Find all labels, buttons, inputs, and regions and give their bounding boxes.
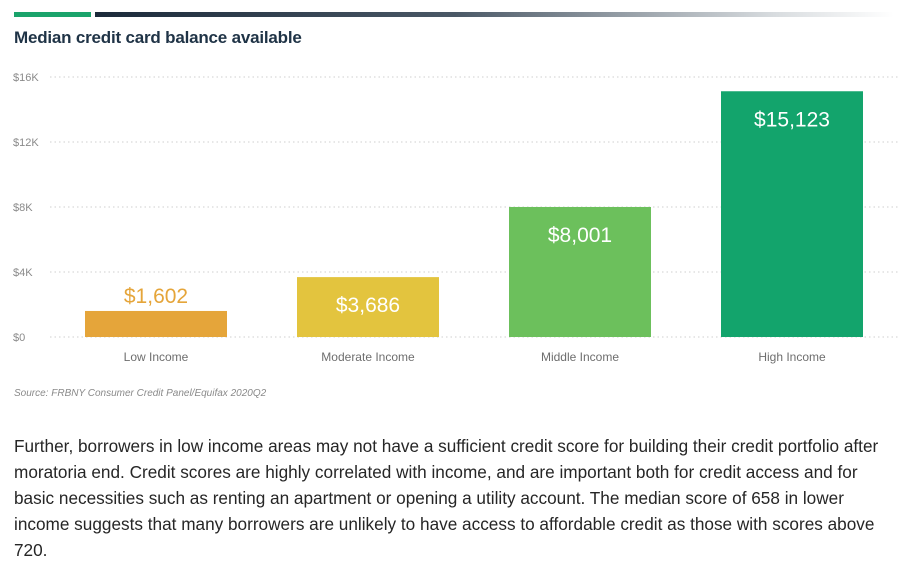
y-tick-label: $8K [13,202,33,214]
x-tick-label: Middle Income [540,350,620,364]
data-label: $8,001 [547,223,613,247]
x-tick-label: High Income [758,350,826,364]
body-paragraph: Further, borrowers in low income areas may not have a sufficient credit score for building their credit portfolio after moratoria end. Credit scores are highly correlated with income, and are important both for credit access and for basic necessities such as renting an apartment or opening a utility account. The median score of 658 in lower income suggests that many borrowers are unlikely to have access to affordable credit as those with scores above 720. [14,436,879,560]
y-tick-label: $16K [13,72,39,84]
header-accent-bars [14,12,894,17]
bar-chart [0,60,901,370]
y-tick-label: $12K [13,137,39,149]
y-tick-label: $0 [13,332,26,344]
x-tick-label: Low Income [123,350,189,364]
accent-bar-gradient [95,12,894,17]
bar [85,311,227,337]
chart-source: Source: FRBNY Consumer Credit Panel/Equifax 2020Q2 [14,388,267,399]
y-tick-label: $4K [13,267,33,279]
data-label: $15,123 [754,108,830,132]
data-label: $1,602 [123,284,189,308]
chart-title: Median credit card balance available [14,28,302,47]
x-tick-label: Moderate Income [321,350,415,364]
accent-bar-green [14,12,91,17]
data-label: $3,686 [335,294,401,318]
